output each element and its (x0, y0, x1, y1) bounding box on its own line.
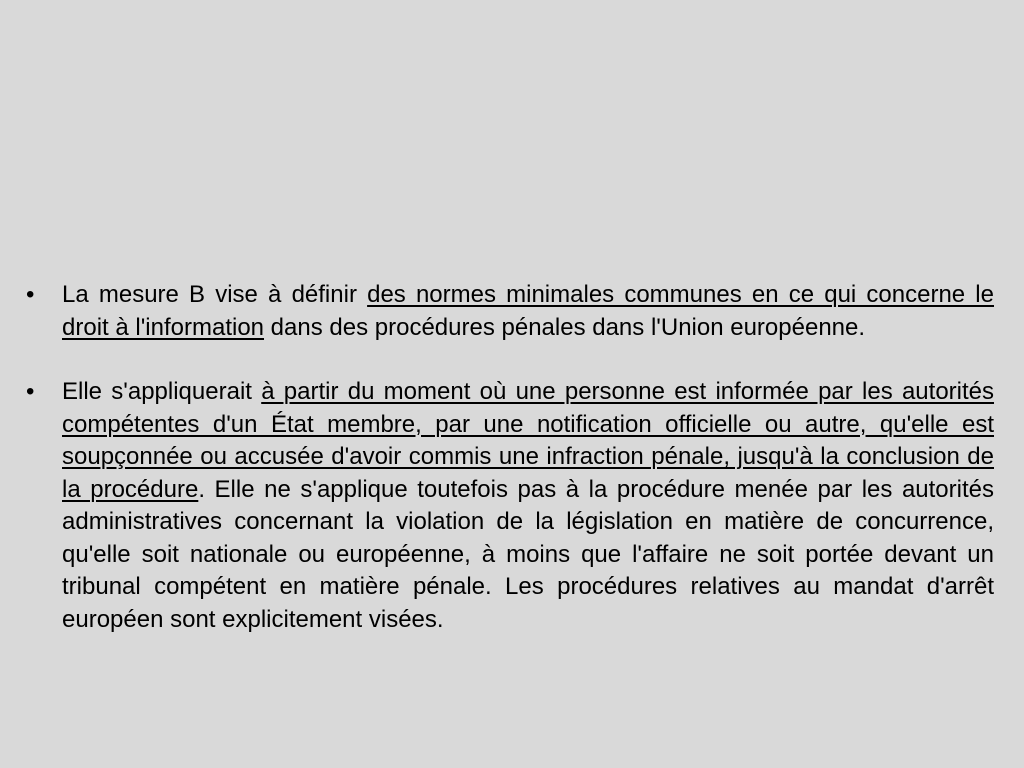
bullet-item-application (26, 376, 994, 636)
bullet-text-pre: Elle s'appliquerait (62, 378, 262, 405)
bullet-text-pre: La mesure B vise à définir (62, 281, 368, 308)
bullet-dot-icon: • (26, 281, 35, 308)
bullet-list (26, 279, 994, 636)
bullet-text-post: . Elle ne s'applique toutefois pas à la procédure menée par les autorités administratives concernant la violation de la législation en matière de concurrence, qu'elle soit nationale ou européenne, à moins que l'affaire ne soit portée devant un tribunal compétent en matière pénale. Les procédures relatives au mandat d'arrêt européen sont explicitement visées. (62, 475, 994, 633)
bullet-item-scope (26, 279, 994, 344)
bullet-text-underlined: à partir du moment où une personne est informée par les autorités compétentes d'un État membre, par une notification officielle ou autre, qu'elle est soupçonnée ou accusée d'avoir commis une infraction pénale, jusqu'à la conclusion de la procédure (62, 378, 995, 503)
bullet-dot-icon: • (26, 378, 35, 405)
bullet-text-post: dans des procédures pénales dans l'Union européenne. (264, 313, 866, 341)
bullet-text-underlined: des normes minimales communes en ce qui concerne le droit à l'information (62, 281, 994, 341)
